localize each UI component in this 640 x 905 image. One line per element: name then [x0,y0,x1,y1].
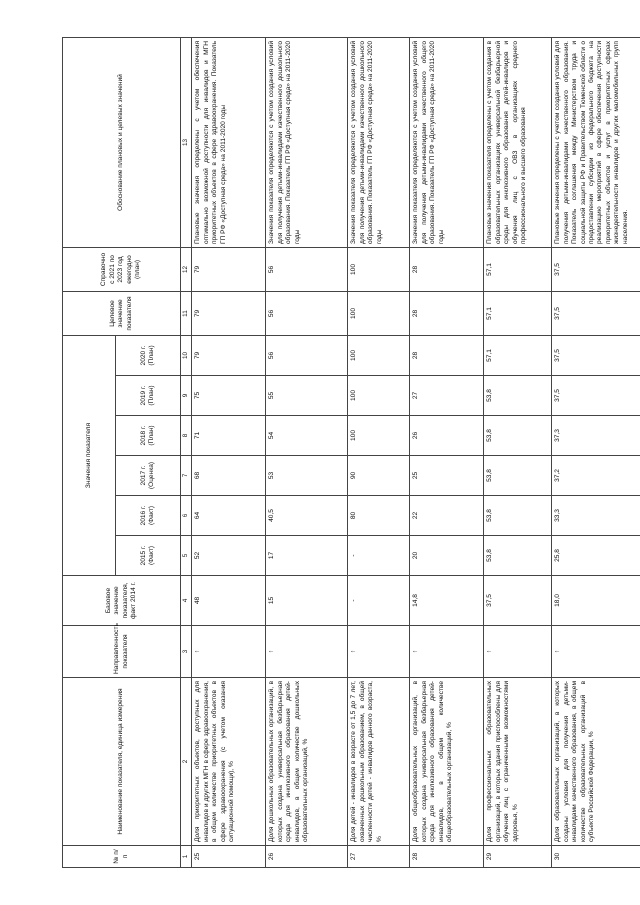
justification-cell: Плановые значения показателя определены с учетом создания в образовательных организациях универсальной безбарьерной среды для инклюзивного образования детей-инвалидов и обучения лиц с ОВЗ в организациях среднего профессионального и высшего образования [484,37,552,247]
direction-cell: ↑ [484,626,552,678]
year-value: 20 [410,536,484,576]
col-num: 1 [181,846,192,868]
reference-value: 37,5 [552,247,640,291]
column-number-row [181,37,192,867]
header-name: Наименование показателя, единица измерения [63,678,181,846]
reference-value: 56 [266,247,348,291]
indicator-name: Доля приоритетных объектов, доступных для инвалидов и других МГН в сфере здравоохранения, в общем количестве приоритетных объектов в сфере здравоохранения (с учетом оказания ситуационной помощи), % [192,678,266,846]
year-value: 40,5 [266,496,348,536]
row-number: 25 [192,846,266,868]
col-num: 13 [181,37,192,247]
header-year-2019: 2019 г. (План) [116,376,181,416]
col-num: 10 [181,335,192,375]
base-value: 48 [192,576,266,626]
year-value: 54 [266,416,348,456]
reference-value: 79 [192,247,266,291]
col-num: 12 [181,247,192,291]
target-value: 37,5 [552,291,640,335]
direction-cell: ↑ [266,626,348,678]
base-value: 18,0 [552,576,640,626]
target-value: 28 [410,291,484,335]
year-value: 55 [266,376,348,416]
year-value: 25 [410,456,484,496]
year-value: 80 [348,496,410,536]
year-value: 100 [348,335,410,375]
year-value: 53,8 [484,416,552,456]
col-num: 3 [181,626,192,678]
header-base: Базовое значение показателя, факт 2014 г. [63,576,181,626]
target-value: 56 [266,291,348,335]
target-value: 79 [192,291,266,335]
base-value: 15 [266,576,348,626]
year-value: 100 [348,416,410,456]
col-num: 6 [181,496,192,536]
header-year-2017: 2017 г. (Оценка) [116,456,181,496]
indicator-table [62,37,640,868]
year-value: 33,3 [552,496,640,536]
year-value: 64 [192,496,266,536]
year-value: 53,8 [484,456,552,496]
base-value: - [348,576,410,626]
col-num: 5 [181,536,192,576]
rotated-page [62,38,629,868]
row-number: 27 [348,846,410,868]
indicator-name: Доля дошкольных образовательных организаций, в которых создана универсальная безбарьерная среда для инклюзивного образования детей-инвалидов, в общем количестве дошкольных образовательных организаций, % [266,678,348,846]
indicator-name: Доля детей - инвалидов в возрасте от 1,5 до 7 лет, охваченных дошкольным образованием, в общей численности детей - инвалидов данного возраста, % [348,678,410,846]
table-row [348,37,410,867]
row-number: 29 [484,846,552,868]
table-row [552,37,640,867]
col-num: 11 [181,291,192,335]
reference-value: 28 [410,247,484,291]
year-value: 37,3 [552,416,640,456]
year-value: 53,8 [484,496,552,536]
year-value: 68 [192,456,266,496]
year-value: 28 [410,335,484,375]
justification-cell: Значения показателя определяются с учетом создания условий для получения детьми-инвалидами качественного общего образования. Показатель ГП РФ «Доступная среда» на 2011-2020 годы [410,37,484,247]
year-value: 90 [348,456,410,496]
justification-cell: Значения показателя определяются с учетом создания условий для получения детьми-инвалидами качественного дошкольного образования. Показатель ГП РФ «Доступная среда» на 2011-2020 годы [348,37,410,247]
justification-cell: Плановые значения определены с учетом создания условий для получения детьми-инвалидами качественного образования. Показатель соглашения между Министерством труда и социальной защиты РФ и Правительством Тюменской области о предоставлении субсидии из федерального бюджета на реализацию мероприятий в сфере обеспечения доступности приоритетных объектов и услуг в приоритетных сферах жизнедеятельности инвалидов и других маломобильных групп населения. [552,37,640,247]
indicator-name: Доля образовательных организаций, в которых созданы условия для получения детьми-инвалидами качественного образования, в общем количестве образовательных организаций в субъекте Российской Федерации, % [552,678,640,846]
year-value: 53,8 [484,376,552,416]
header-year-2020: 2020 г. (План) [116,335,181,375]
header-year-2015: 2015 г. (Факт) [116,536,181,576]
table-row [192,37,266,867]
header-year-2018: 2018 г. (План) [116,416,181,456]
table-row [410,37,484,867]
year-value: 56 [266,335,348,375]
year-value: 53 [266,456,348,496]
col-num: 4 [181,576,192,626]
table-row [484,37,552,867]
year-value: 17 [266,536,348,576]
header-year-2016: 2016 г. (Факт) [116,496,181,536]
direction-cell: ↑ [192,626,266,678]
col-num: 8 [181,416,192,456]
header-reference: Справочно с 2021 по 2023 год ежегодно (план) [63,247,181,291]
year-value: 37,5 [552,376,640,416]
year-value: 100 [348,376,410,416]
header-justification: Обоснование плановых и целевых значений [63,37,181,247]
row-number: 28 [410,846,484,868]
row-number: 30 [552,846,640,868]
reference-value: 100 [348,247,410,291]
year-value: 57,1 [484,335,552,375]
target-value: 100 [348,291,410,335]
year-value: 71 [192,416,266,456]
direction-cell: ↑ [552,626,640,678]
col-num: 7 [181,456,192,496]
row-number: 26 [266,846,348,868]
year-value: 26 [410,416,484,456]
year-value: 79 [192,335,266,375]
indicator-name: Доля общеобразовательных организаций, в которых создана универсальная безбарьерная среда для инклюзивного образования детей-инвалидов, в общем количестве общеобразовательных организаций, % [410,678,484,846]
justification-cell: Значения показателя определяются с учетом создания условий для получения детьми-инвалидами качественного дошкольного образования. Показатель ГП РФ «Доступная среда» на 2011-2020 годы [266,37,348,247]
reference-value: 57,1 [484,247,552,291]
base-value: 14,8 [410,576,484,626]
header-target: Целевое значение показателя [63,291,181,335]
year-value: 52 [192,536,266,576]
year-value: 25,8 [552,536,640,576]
header-values: Значения показателя [63,335,116,575]
year-value: - [348,536,410,576]
direction-cell: ↑ [410,626,484,678]
year-value: 75 [192,376,266,416]
table-row [266,37,348,867]
header-direction: Направленность показателя [63,626,181,678]
justification-cell: Плановые значения определены с учетом обеспечения оптимально возможной доступности для инвалидов и МГН приоритетных объектов в сфере здравоохранения. Показатель ГП РФ «Доступная среда» на 2011-2020 годы [192,37,266,247]
direction-cell: ↑ [348,626,410,678]
col-num: 2 [181,678,192,846]
year-value: 22 [410,496,484,536]
year-value: 27 [410,376,484,416]
year-value: 53,8 [484,536,552,576]
indicator-name: Доля профессиональных образовательных организаций, в которых здания приспособлены для обучения лиц с ограниченными возможностями здоровья, % [484,678,552,846]
year-value: 37,2 [552,456,640,496]
target-value: 57,1 [484,291,552,335]
col-num: 9 [181,376,192,416]
year-value: 37,5 [552,335,640,375]
header-number: № п/п [63,846,181,868]
base-value: 37,5 [484,576,552,626]
